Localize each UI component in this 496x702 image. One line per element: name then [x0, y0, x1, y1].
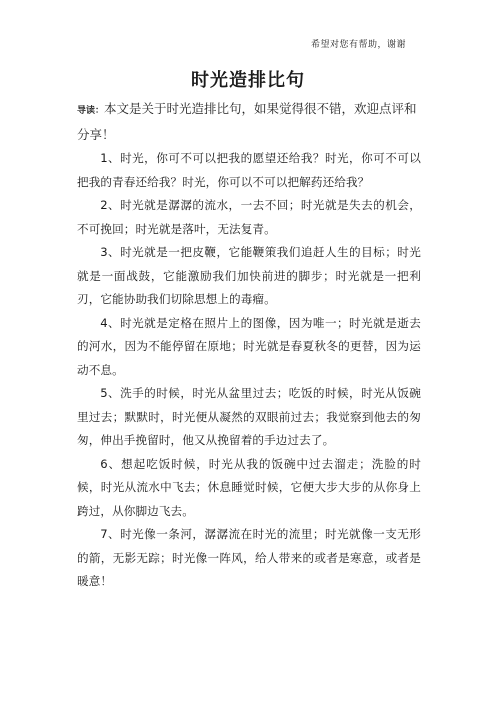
paragraph-4: 4、时光就是定格在照片上的图像，因为唯一；时光就是逝去的河水，因为不能停留在原地；时光就是春夏秋冬的更替，因为运动不息。 — [77, 315, 421, 377]
intro-lead: 导读： — [77, 106, 105, 116]
header-note: 希望对您有帮助，谢谢 — [310, 40, 406, 50]
page-title: 时光造排比句 — [191, 70, 305, 91]
intro-paragraph — [77, 97, 421, 147]
paragraph-1: 1、时光，你可不可以把我的愿望还给我？时光，你可不可以把我的青春还给我？时光，你可以不可以把解药还给我？ — [77, 151, 421, 189]
intro-text: 本文是关于时光造排比句，如果觉得很不错，欢迎点评和分享！ — [77, 101, 417, 142]
paragraph-6: 6、想起吃饭时候，时光从我的饭碗中过去溜走；洗脸的时候，时光从流水中飞去；休息睡觉时候，它便大步大步的从你身上跨过，从你脚边飞去。 — [77, 456, 421, 518]
paragraph-2: 2、时光就是潺潺的流水，一去不回；时光就是失去的机会，不可挽回；时光就是落叶，无法复青。 — [77, 198, 421, 236]
article-body — [77, 97, 421, 594]
paragraph-5: 5、洗手的时候，时光从盆里过去；吃饭的时候，时光从饭碗里过去；默默时，时光便从凝然的双眼前过去；我觉察到他去的匆匆，伸出手挽留时，他又从挽留着的手边过去了。 — [77, 386, 421, 447]
paragraph-3: 3、时光就是一把皮鞭，它能鞭策我们追赶人生的目标；时光就是一面战鼓，它能激励我们加快前进的脚步；时光就是一把利刃，它能协助我们切除思想上的毒瘤。 — [77, 245, 421, 306]
paragraph-7: 7、时光像一条河，潺潺流在时光的流里；时光就像一支无形的箭，无影无踪；时光像一阵风，给人带来的或者是寒意，或者是暖意！ — [77, 527, 421, 588]
